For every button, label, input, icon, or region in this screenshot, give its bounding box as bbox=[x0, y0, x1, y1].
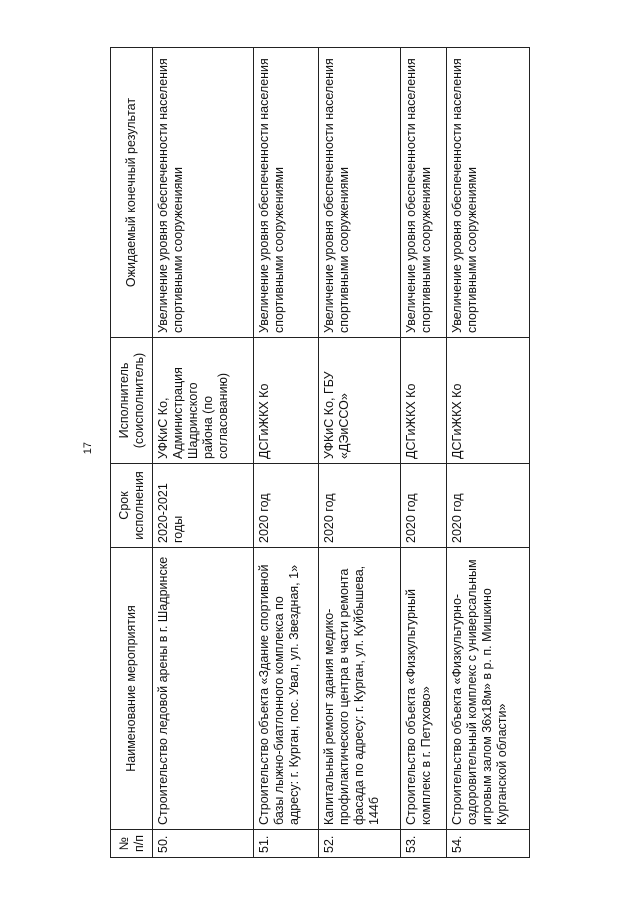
cell-result: Увеличение уровня обеспеченности населения спортивными сооружениями bbox=[318, 48, 401, 338]
page-number: 17 bbox=[82, 442, 94, 455]
table-row bbox=[153, 48, 254, 858]
cell-executor: ДСГиЖКХ Ко bbox=[447, 338, 530, 464]
cell-name: Строительство ледовой арены в г. Шадринске bbox=[153, 548, 254, 830]
cell-executor: ДСГиЖКХ Ко bbox=[401, 338, 447, 464]
cell-term: 2020 год bbox=[447, 464, 530, 548]
cell-term: 2020 год bbox=[401, 464, 447, 548]
cell-term: 2020-2021 годы bbox=[153, 464, 254, 548]
cell-executor: ДСГиЖКХ Ко bbox=[254, 338, 318, 464]
cell-term: 2020 год bbox=[318, 464, 401, 548]
header-executor: Исполнитель (соисполнитель) bbox=[111, 338, 153, 464]
cell-num: 50. bbox=[153, 830, 254, 858]
cell-num: 53. bbox=[401, 830, 447, 858]
cell-name: Строительство объекта «Физкультурный комплекс в г. Петухово» bbox=[401, 548, 447, 830]
cell-result: Увеличение уровня обеспеченности населения спортивными сооружениями bbox=[254, 48, 318, 338]
table-row bbox=[401, 48, 447, 858]
cell-executor: УФКиС Ко, ГБУ «ДЭиССО» bbox=[318, 338, 401, 464]
header-term: Срок исполнения bbox=[111, 464, 153, 548]
cell-name: Капитальный ремонт здания медико-профилактического центра в части ремонта фасада по адресу: г. Курган, ул. Куйбышева, 144б bbox=[318, 548, 401, 830]
header-name: Наименование мероприятия bbox=[111, 548, 153, 830]
cell-num: 52. bbox=[318, 830, 401, 858]
table-row bbox=[318, 48, 401, 858]
cell-term: 2020 год bbox=[254, 464, 318, 548]
table-header-row bbox=[111, 48, 153, 858]
cell-result: Увеличение уровня обеспеченности населения спортивными сооружениями bbox=[153, 48, 254, 338]
header-result: Ожидаемый конечный результат bbox=[111, 48, 153, 338]
cell-num: 51. bbox=[254, 830, 318, 858]
cell-name: Строительство объекта «Здание спортивной базы лыжно-биатлонного комплекса по адресу: г. Курган, пос. Увал, ул. Звездная, 1» bbox=[254, 548, 318, 830]
table-row bbox=[447, 48, 530, 858]
cell-result: Увеличение уровня обеспеченности населения спортивными сооружениями bbox=[401, 48, 447, 338]
cell-executor: УФКиС Ко, Администрация Шадринского района (по согласованию) bbox=[153, 338, 254, 464]
header-num: № п/п bbox=[111, 830, 153, 858]
measures-table bbox=[110, 47, 530, 858]
rotated-table-container bbox=[110, 48, 530, 858]
cell-result: Увеличение уровня обеспеченности населения спортивными сооружениями bbox=[447, 48, 530, 338]
cell-num: 54. bbox=[447, 830, 530, 858]
table-row bbox=[254, 48, 318, 858]
cell-name: Строительство объекта «Физкультурно-оздоровительный комплекс с универсальным игровым залом 36х18м» в р. п. Мишкино Курганской области» bbox=[447, 548, 530, 830]
